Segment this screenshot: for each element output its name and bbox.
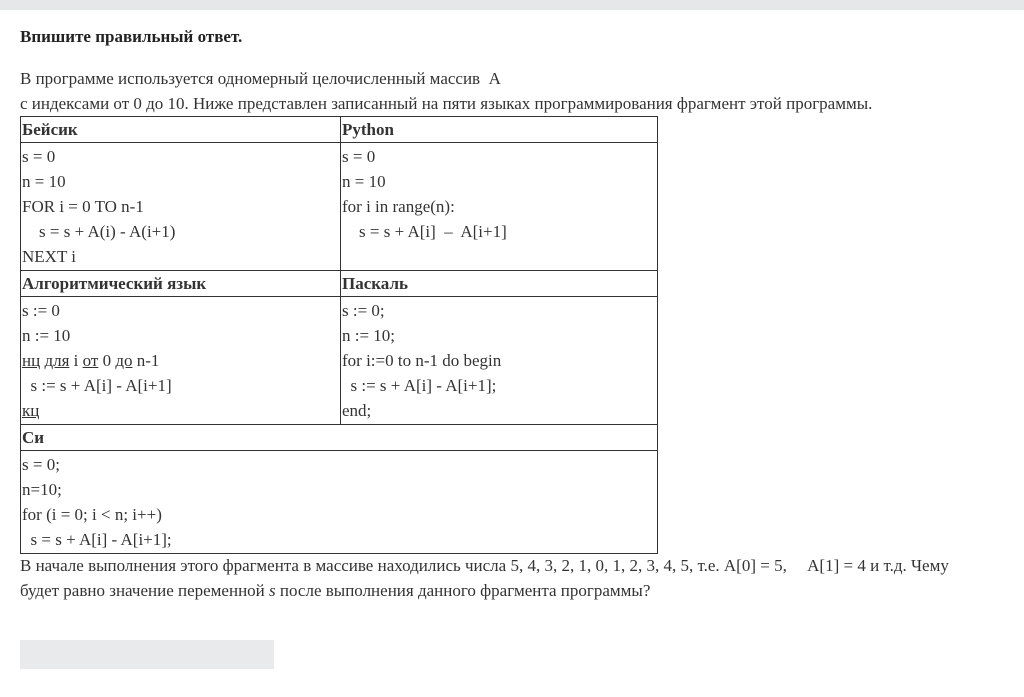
code-line: n := 10	[22, 326, 71, 345]
code-line: s = s + A[i] - A[i+1];	[22, 530, 172, 549]
variable-s: s	[269, 581, 276, 600]
keyword: от	[82, 351, 99, 370]
loop-to: n-1	[136, 351, 160, 370]
keyword: кц	[22, 401, 40, 420]
c-code	[21, 451, 658, 554]
answer-input[interactable]	[20, 640, 274, 669]
code-line: s = 0;	[22, 455, 60, 474]
algo-header: Алгоритмический язык	[21, 271, 341, 297]
code-line: end;	[342, 401, 372, 420]
code-line: s = 0	[22, 147, 56, 166]
code-line: s := s + A[i] - A[i+1];	[342, 376, 497, 395]
code-line: s := s + A[i] - A[i+1]	[22, 376, 172, 395]
loop-variable: i	[73, 351, 79, 370]
task-instruction: Впишите правильный ответ.	[20, 27, 243, 46]
question-text	[20, 553, 1020, 603]
top-bar	[0, 0, 1024, 10]
algo-code	[21, 297, 341, 425]
question-text-part: будет равно значение переменной	[20, 581, 270, 600]
code-line: s = s + A[i] – A[i+1]	[342, 222, 507, 241]
code-line	[22, 398, 339, 423]
code-line: n=10;	[22, 480, 62, 499]
code-table	[20, 116, 658, 554]
question-line-2	[20, 578, 1020, 603]
question-line-1: В начале выполнения этого фрагмента в массиве находились числа 5, 4, 3, 2, 1, 0, 1, 2, 3, 4, 5, т.е. A[0] = 5, A[1] = 4 и т.д. Чему	[20, 556, 949, 575]
code-line: for i in range(n):	[342, 197, 455, 216]
loop-from: 0	[102, 351, 112, 370]
code-line: s := 0;	[342, 301, 385, 320]
code-line: n := 10;	[342, 326, 396, 345]
intro-line-2: с индексами от 0 до 10. Ниже представлен записанный на пяти языках программирования фрагмент этой программы.	[20, 94, 873, 113]
python-header: Python	[341, 117, 658, 143]
code-line	[22, 348, 339, 373]
code-line: n = 10	[22, 172, 66, 191]
code-line: for (i = 0; i < n; i++)	[22, 505, 162, 524]
pascal-code	[341, 297, 658, 425]
code-line: for i:=0 to n-1 do begin	[342, 351, 502, 370]
question-text-part: после выполнения данного фрагмента программы?	[275, 581, 651, 600]
task-intro	[20, 66, 872, 116]
c-header: Си	[21, 425, 658, 451]
code-line: s = 0	[342, 147, 376, 166]
pascal-header: Паскаль	[341, 271, 658, 297]
keyword: нц	[22, 351, 41, 370]
python-code	[341, 143, 658, 271]
basic-header: Бейсик	[21, 117, 341, 143]
code-line: FOR i = 0 TO n-1	[22, 197, 144, 216]
code-line: n = 10	[342, 172, 386, 191]
keyword: для	[44, 351, 70, 370]
intro-line-1: В программе используется одномерный целочисленный массив A	[20, 69, 501, 88]
basic-code	[21, 143, 341, 271]
code-line: s = s + A(i) - A(i+1)	[22, 222, 176, 241]
keyword: до	[115, 351, 133, 370]
code-line: NEXT i	[22, 247, 76, 266]
code-line: s := 0	[22, 301, 60, 320]
